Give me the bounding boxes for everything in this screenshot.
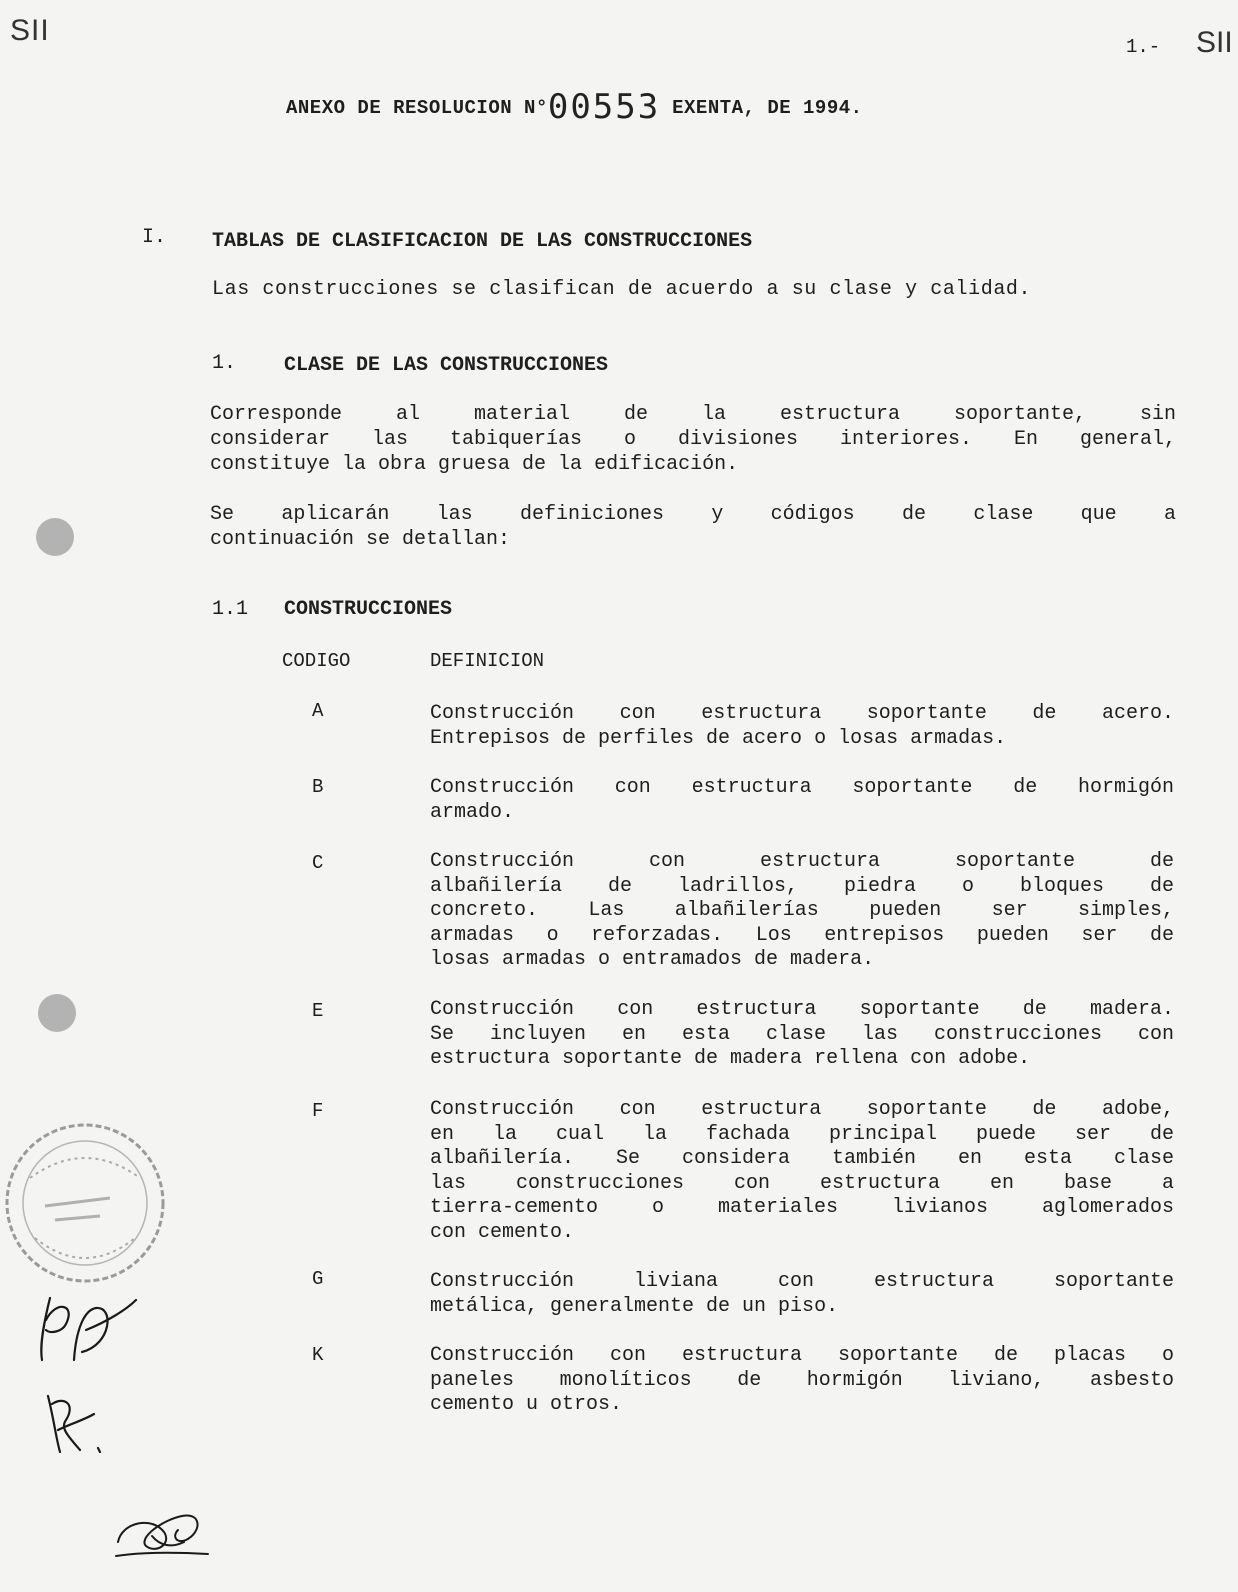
paragraph-line: continuación se detallan:: [210, 528, 511, 551]
handwritten-signature: [112, 1502, 212, 1566]
definition-line: Construcción con estructura soportante de madera.: [430, 998, 1174, 1021]
definition-line: albañilería de ladrillos, piedra o bloques de: [430, 874, 1174, 898]
definition-line: concreto. Las albañilerías pueden ser simples,: [430, 899, 1174, 922]
definition-line: paneles monolíticos de hormigón liviano, asbesto: [430, 1368, 1174, 1392]
class-definition: [430, 1270, 1174, 1319]
page-number: 1.-: [1126, 36, 1161, 58]
class-definition: [430, 1344, 1174, 1418]
class-definition: [430, 1098, 1174, 1245]
handwritten-initials-signature: [36, 1290, 146, 1370]
section-title: TABLAS DE CLASIFICACION DE LAS CONSTRUCCIONES: [212, 230, 753, 253]
corner-mark-top-left: SII: [10, 14, 50, 47]
handwritten-initial-signature: [40, 1390, 110, 1460]
definition-line: las construcciones con estructura en base a: [430, 1171, 1174, 1195]
definition-line: armadas o reforzadas. Los entrepisos pueden ser de: [430, 923, 1174, 947]
class-definition: [430, 998, 1174, 1072]
column-header-code: CODIGO: [282, 650, 351, 672]
definition-line: Se incluyen en esta clase las construcciones con: [430, 1022, 1174, 1046]
header-suffix: EXENTA, DE 1994.: [672, 97, 863, 119]
definition-line: albañilería. Se considera también en esta clase: [430, 1147, 1174, 1170]
corner-mark-top-right: SII: [1196, 26, 1233, 59]
definition-line: Construcción con estructura soportante de hormigón: [430, 776, 1174, 799]
paragraph-line: Corresponde al material de la estructura soportante, sin: [210, 403, 1176, 426]
class-definition: [430, 776, 1174, 825]
subsubsection-title: CONSTRUCCIONES: [284, 598, 453, 621]
definition-line: armado.: [430, 800, 515, 824]
definition-line: Construcción con estructura soportante de: [430, 850, 1174, 873]
paragraph-line: constituye la obra gruesa de la edificación.: [210, 453, 739, 476]
definition-line: con cemento.: [430, 1220, 575, 1244]
paragraph-line: considerar las tabiquerías o divisiones interiores. En general,: [210, 428, 1176, 451]
definition-line: cemento u otros.: [430, 1393, 623, 1416]
class-code: F: [312, 1100, 324, 1122]
subsubsection-number: 1.1: [212, 598, 249, 621]
document-header: [286, 82, 863, 127]
definition-line: losas armadas o entramados de madera.: [430, 948, 875, 971]
class-definition-paragraph: [210, 402, 1176, 477]
class-definition: [430, 702, 1174, 751]
class-codes-paragraph: [210, 502, 1176, 552]
class-code: A: [312, 700, 324, 722]
definition-line: Construcción con estructura soportante de acero.: [430, 702, 1174, 725]
definition-line: tierra-cemento o materiales livianos aglomerados: [430, 1196, 1174, 1219]
paragraph-line: Se aplicarán las definiciones y códigos de clase que a: [210, 503, 1176, 526]
punch-hole: [38, 994, 76, 1032]
definition-line: en la cual la fachada principal puede ser de: [430, 1122, 1174, 1146]
subsection-title: CLASE DE LAS CONSTRUCCIONES: [284, 354, 609, 377]
definition-line: metálica, generalmente de un piso.: [430, 1294, 839, 1318]
class-code: G: [312, 1268, 324, 1290]
official-seal-stamp: [0, 1118, 170, 1288]
definition-line: estructura soportante de madera rellena con adobe.: [430, 1047, 1031, 1070]
subsection-number: 1.: [212, 352, 237, 375]
header-prefix: ANEXO DE RESOLUCION N°: [286, 97, 548, 119]
class-code: E: [312, 1000, 324, 1022]
definition-line: Construcción con estructura soportante de placas o: [430, 1344, 1174, 1367]
class-definition: [430, 850, 1174, 973]
class-code: B: [312, 776, 324, 798]
punch-hole: [36, 518, 74, 556]
definition-line: Construcción con estructura soportante de adobe,: [430, 1098, 1174, 1121]
definition-line: Construcción liviana con estructura soportante: [430, 1270, 1174, 1293]
definition-line: Entrepisos de perfiles de acero o losas armadas.: [430, 726, 1007, 750]
resolution-stamp-number: 00553: [547, 87, 661, 127]
column-header-definition: DEFINICION: [430, 650, 545, 672]
class-code: K: [312, 1344, 324, 1366]
section-number: I.: [142, 226, 167, 249]
section-intro: Las construcciones se clasifican de acuerdo a su clase y calidad.: [212, 278, 1032, 301]
class-code: C: [312, 852, 324, 874]
